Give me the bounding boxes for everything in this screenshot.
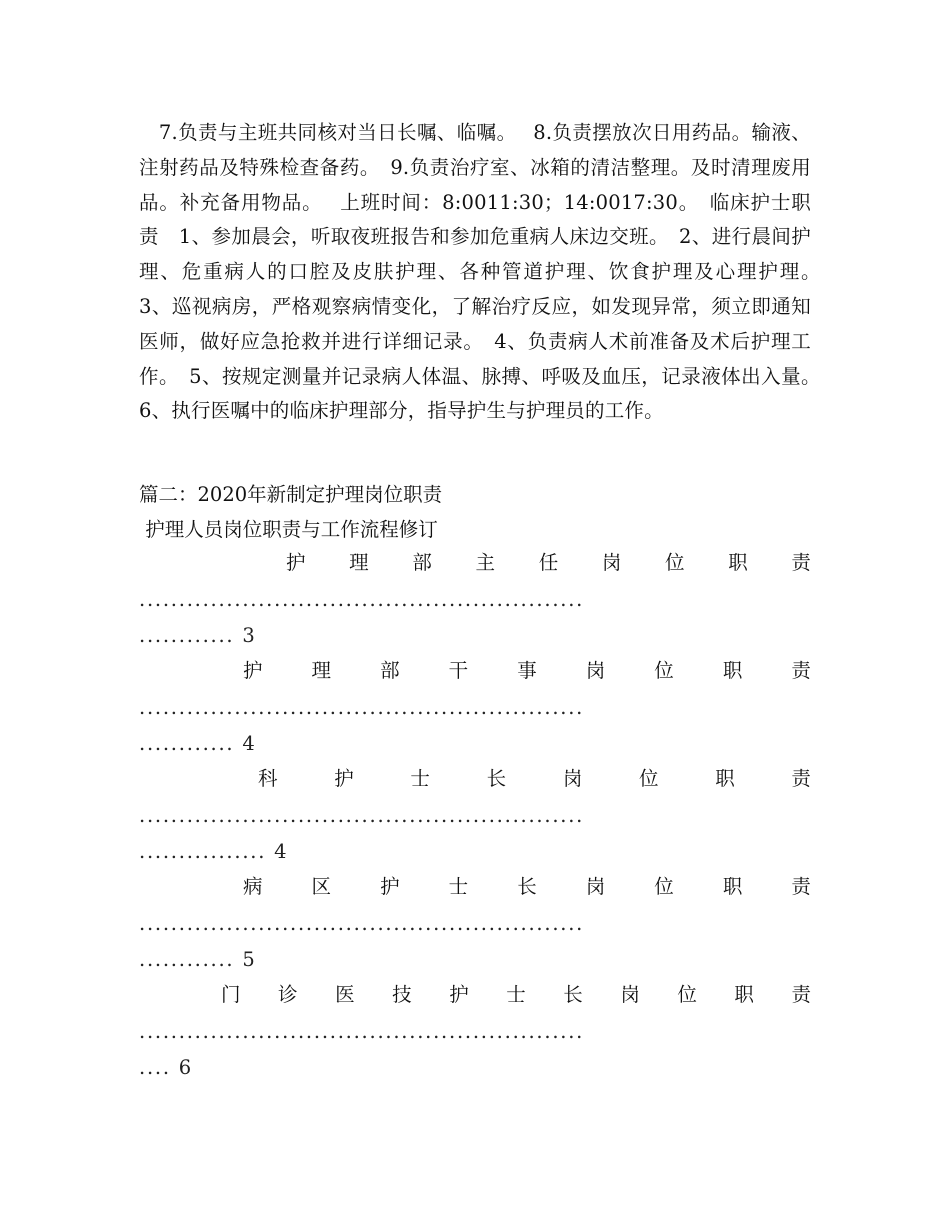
toc-title-char: 职 xyxy=(734,983,754,1006)
toc-title-char: 士 xyxy=(448,875,469,898)
toc-entry-title xyxy=(139,980,811,1010)
toc-leader-dots: ........................................................ xyxy=(139,806,585,826)
toc-entry-title xyxy=(139,872,811,902)
toc-title-char: 事 xyxy=(517,659,537,682)
toc-title-char: 责 xyxy=(791,767,811,790)
toc-title-text xyxy=(286,548,811,578)
toc-title-char: 医 xyxy=(335,983,355,1006)
toc-title-char: 任 xyxy=(538,551,559,574)
toc-leader-dots: ........................................................ xyxy=(139,914,585,934)
toc-title-char: 部 xyxy=(380,659,400,682)
toc-title-char: 门 xyxy=(221,983,241,1006)
toc-page-number: .... 6 xyxy=(139,1056,193,1079)
body-paragraph: 7.负责与主班共同核对当日长嘱、临嘱。 8.负责摆放次日用药品。输液、注射药品及特殊检查备药。 9.负责治疗室、冰箱的清洁整理。及时清理废用品。补充备用物品。 上班时间：8:0011:30；14:0017:30。 临床护士职责 1、参加晨会，听取夜班报告和参加危重病人床边交班。 2、进行晨间护理、危重病人的口腔及皮肤护理、各种管道护理、饮食护理及心理护理。 3、巡视病房，严格观察病情变化，了解治疗反应，如发现异常，须立即通知医师，做好应急抢救并进行详细记录。 4、负责病人术前准备及术后护理工作。 5、按规定测量并记录病人体温、脉搏、呼吸及血压，记录液体出入量。 6、执行医嘱中的临床护理部分，指导护生与护理员的工作。 xyxy=(139,121,831,423)
toc-title-text xyxy=(258,764,811,794)
toc-title-char: 长 xyxy=(563,983,583,1006)
toc-entry-title xyxy=(139,764,811,794)
toc-title-char: 位 xyxy=(665,551,685,574)
toc-title-char: 部 xyxy=(412,551,432,574)
toc-title-char: 位 xyxy=(654,875,674,898)
toc-title-char: 诊 xyxy=(278,983,298,1006)
toc-title-char: 责 xyxy=(791,875,811,898)
toc-title-char: 护 xyxy=(380,875,400,898)
toc-leader-dots: ........................................................ xyxy=(139,1022,585,1042)
toc-title-char: 护 xyxy=(334,767,354,790)
toc-title-char: 主 xyxy=(475,551,496,574)
toc-title-char: 区 xyxy=(311,875,332,898)
toc-title-char: 长 xyxy=(486,767,507,790)
toc-title-char: 职 xyxy=(722,659,743,682)
toc-page-number: ............ 4 xyxy=(139,732,257,755)
toc-title-char: 责 xyxy=(791,659,811,682)
toc-title-text xyxy=(243,656,811,686)
toc-title-char: 岗 xyxy=(562,767,583,790)
toc-title-char: 技 xyxy=(392,983,412,1006)
toc-title-char: 责 xyxy=(791,551,811,574)
toc-title-char: 岗 xyxy=(601,551,622,574)
toc-title-char: 科 xyxy=(258,767,278,790)
toc-title-char: 护 xyxy=(449,983,469,1006)
toc-title-char: 职 xyxy=(728,551,748,574)
toc-title-text xyxy=(243,872,811,902)
toc-title-char: 病 xyxy=(243,875,263,898)
toc-title-char: 士 xyxy=(506,983,526,1006)
toc-title-char: 岗 xyxy=(585,659,606,682)
toc-title-char: 岗 xyxy=(620,983,640,1006)
toc-title-char: 职 xyxy=(722,875,743,898)
toc-entry-title xyxy=(139,656,811,686)
sub-heading: 护理人员岗位职责与工作流程修订 xyxy=(139,518,438,541)
toc-title-char: 干 xyxy=(448,659,469,682)
toc-title-char: 职 xyxy=(715,767,735,790)
toc-entry-title xyxy=(139,548,811,578)
toc-page-number: ............ 3 xyxy=(139,624,257,647)
toc-title-char: 责 xyxy=(791,983,811,1006)
toc-title-char: 位 xyxy=(677,983,697,1006)
toc-title-char: 理 xyxy=(349,551,369,574)
toc-title-char: 士 xyxy=(410,767,430,790)
toc-title-char: 位 xyxy=(654,659,674,682)
toc-title-char: 长 xyxy=(517,875,537,898)
toc-title-char: 岗 xyxy=(585,875,606,898)
toc-page-number: ............ 5 xyxy=(139,948,257,971)
toc-title-text xyxy=(221,980,811,1010)
section-heading: 篇二：2020年新制定护理岗位职责 xyxy=(139,483,443,506)
toc-leader-dots: ........................................................ xyxy=(139,698,585,718)
toc-leader-dots: ........................................................ xyxy=(139,590,585,610)
toc-title-char: 理 xyxy=(311,659,332,682)
toc-title-char: 护 xyxy=(243,659,263,682)
toc-title-char: 护 xyxy=(286,551,306,574)
toc-page-number: ................ 4 xyxy=(139,840,289,863)
toc-title-char: 位 xyxy=(639,767,659,790)
